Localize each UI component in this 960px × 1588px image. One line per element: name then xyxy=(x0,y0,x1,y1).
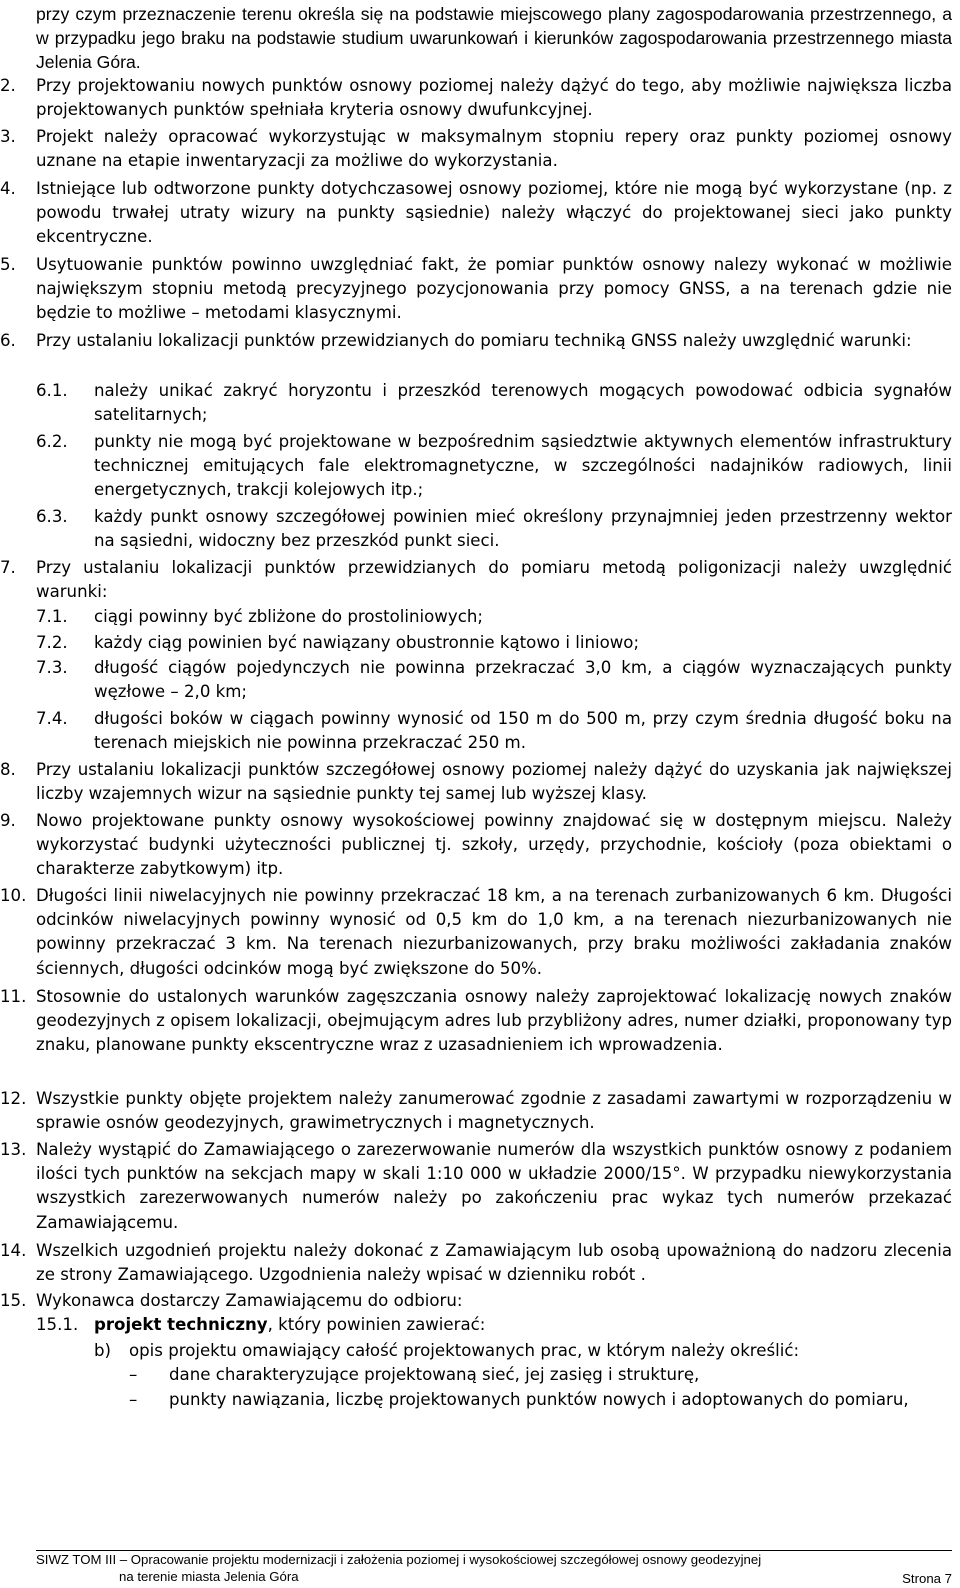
dash-item-text: dane charakteryzujące projektowaną sieć, jej zasięg i strukturę, xyxy=(169,1365,700,1384)
item-number: 2. xyxy=(0,76,16,95)
item-number: 6. xyxy=(0,331,16,350)
sub-item-text: długość ciągów pojedynczych nie powinna przekraczać 3,0 km, a ciągów wyznaczających punkty węzłowe – 2,0 km; xyxy=(94,658,952,702)
dash-bullet: – xyxy=(129,1365,138,1384)
sub-item-text: długości boków w ciągach powinny wynosić od 150 m do 500 m, przy czym średnia długość boku na terenach miejskich nie powinna przekraczać 250 m. xyxy=(94,709,952,753)
sub-item-text: każdy ciąg powinien być nawiązany obustronnie kątowo i liniowo; xyxy=(94,633,640,652)
item-text: Długości linii niwelacyjnych nie powinny przekraczać 18 km, a na terenach zurbanizowanych 6 km. Długości odcinków niwelacyjnych powinny wynosić od 0,5 km do 1,0 km, a na terenach niezurbanizowanych nie powinny przekraczać 3 km. Na terenach niezurbanizowanych, przy braku możliwości zakładania znaków ściennych, długości odcinków mogą być zwiększone do 50%. xyxy=(36,886,952,978)
page-number: Strona 7 xyxy=(902,1571,952,1586)
deliverable-intro: , który powinien zawierać: xyxy=(267,1315,486,1334)
item-number: 7. xyxy=(0,558,16,577)
sub-item-text: każdy punkt osnowy szczegółowej powinien mieć określony przynajmniej jeden przestrzenny wektor na sąsiedni, widoczny bez przeszkód punkt sieci. xyxy=(94,507,952,551)
item-number: 4. xyxy=(0,179,16,198)
sub-item-number: 15.1. xyxy=(36,1315,79,1334)
footer-line-2: na terenie miasta Jelenia Góra xyxy=(119,1569,299,1584)
intro-paragraph: przy czym przeznaczenie terenu określa się na podstawie miejscowego plany zagospodarowania przestrzennego, a w przypadku jego braku na podstawie studium uwarunkowań i kierunków zagospodarowania przestrzennego miasta Jelenia Góra. xyxy=(36,4,952,73)
sub-item-text: punkty nie mogą być projektowane w bezpośrednim sąsiedztwie aktywnych elementów infrastruktury technicznej emitujących fale elektromagnetyczne, w szczególności nadajników radiowych, linii energetycznych, trakcji kolejowych itp.; xyxy=(94,432,952,500)
page-footer xyxy=(36,1551,952,1585)
item-text: Przy ustalaniu lokalizacji punktów przewidzianych do pomiaru techniką GNSS należy uwzględnić warunki: xyxy=(36,331,912,350)
deliverable-title: projekt techniczny xyxy=(94,1315,268,1334)
dash-item-text: punkty nawiązania, liczbę projektowanych punktów nowych i adoptowanych do pomiaru, xyxy=(169,1390,909,1409)
item-text: opis projektu omawiający całość projektowanych prac, w którym należy określić: xyxy=(129,1341,800,1360)
sub-item-number: 6.3. xyxy=(36,507,68,526)
item-number: 14. xyxy=(0,1241,27,1260)
sub-item-number: 7.2. xyxy=(36,633,68,652)
item-number: 9. xyxy=(0,811,16,830)
item-text: Wszelkich uzgodnień projektu należy dokonać z Zamawiającym lub osobą upoważnioną do nadzoru zlecenia ze strony Zamawiającego. Uzgodnienia należy wpisać w dzienniku robót . xyxy=(36,1241,952,1285)
sub-item-number: 7.4. xyxy=(36,709,68,728)
item-number: 3. xyxy=(0,127,16,146)
item-text: Przy projektowaniu nowych punktów osnowy poziomej należy dążyć do tego, aby możliwie największa liczba projektowanych punktów spełniała kryteria osnowy dwufunkcyjnej. xyxy=(36,76,952,120)
dash-bullet: – xyxy=(129,1390,138,1409)
item-text: Nowo projektowane punkty osnowy wysokościowej powinny znajdować się w dostępnym miejscu. Należy wykorzystać budynki użyteczności publicznej tj. szkoły, urzędy, przychodnie, kościoły (poza obiektami o charakterze zabytkowym) itp. xyxy=(36,811,952,879)
sub-item-text: należy unikać zakryć horyzontu i przeszkód terenowych mogących powodować odbicia sygnałów satelitarnych; xyxy=(94,381,952,425)
item-text: Istniejące lub odtworzone punkty dotychczasowej osnowy poziomej, które nie mogą być wykorzystane (np. z powodu trwałej utraty wizury na punkty sąsiednie) należy włączyć do projektowanej sieci jako punkty ekcentryczne. xyxy=(36,179,952,247)
item-text: Należy wystąpić do Zamawiającego o zarezerwowanie numerów dla wszystkich punktów osnowy z podaniem ilości tych punktów na sekcjach mapy w skali 1:10 000 w układzie 2000/15°. W przypadku niewykorzystania wszystkich zarezerwowanych numerów należy po zakończeniu prac wykaz tych numerów przekazać Zamawiającemu. xyxy=(36,1140,952,1232)
item-number: 8. xyxy=(0,760,16,779)
sub-item-text: ciągi powinny być zbliżone do prostoliniowych; xyxy=(94,607,483,626)
sub-item-number: 6.2. xyxy=(36,432,68,451)
item-letter: b) xyxy=(94,1341,112,1360)
item-text: Wszystkie punkty objęte projektem należy zanumerować zgodnie z zasadami zawartymi w rozporządzeniu w sprawie osnów geodezyjnych, grawimetrycznych i magnetycznych. xyxy=(36,1089,952,1133)
item-number: 5. xyxy=(0,255,16,274)
item-text: Stosownie do ustalonych warunków zagęszczania osnowy należy zaprojektować lokalizację nowych znaków geodezyjnych z opisem lokalizacji, obejmującym adres lub przybliżony adres, numer działki, proponowany typ znaku, planowane punkty ekscentryczne wraz z uzasadnieniem ich wprowadzenia. xyxy=(36,987,952,1055)
footer-line-1: SIWZ TOM III – Opracowanie projektu modernizacji i założenia poziomej i wysokościowej szczegółowej osnowy geodezyjnej xyxy=(36,1552,762,1567)
item-text: Przy ustalaniu lokalizacji punktów przewidzianych do pomiaru metodą poligonizacji należy uwzględnić warunki: xyxy=(36,558,952,602)
sub-item-number: 6.1. xyxy=(36,381,68,400)
item-number: 11. xyxy=(0,987,27,1006)
item-number: 13. xyxy=(0,1140,27,1159)
item-number: 15. xyxy=(0,1291,27,1310)
sub-item-number: 7.1. xyxy=(36,607,68,626)
sub-item-number: 7.3. xyxy=(36,658,68,677)
item-text: Wykonawca dostarczy Zamawiającemu do odbioru: xyxy=(36,1291,463,1310)
item-text: Projekt należy opracować wykorzystując w maksymalnym stopniu repery oraz punkty poziomej osnowy uznane na etapie inwentaryzacji za możliwe do wykorzystania. xyxy=(36,127,952,171)
item-text: Usytuowanie punktów powinno uwzględniać fakt, że pomiar punktów osnowy nalezy wykonać w możliwie największym stopniu metodą precyzyjnego pozycjonowania przy pomocy GNSS, a na terenach gdzie nie będzie to możliwe – metodami klasycznymi. xyxy=(36,255,952,323)
item-number: 12. xyxy=(0,1089,27,1108)
item-text: Przy ustalaniu lokalizacji punktów szczegółowej osnowy poziomej należy dążyć do uzyskania jak największej liczby wzajemnych wizur na sąsiednie punkty tej samej lub wyższej klasy. xyxy=(36,760,952,804)
item-number: 10. xyxy=(0,886,27,905)
